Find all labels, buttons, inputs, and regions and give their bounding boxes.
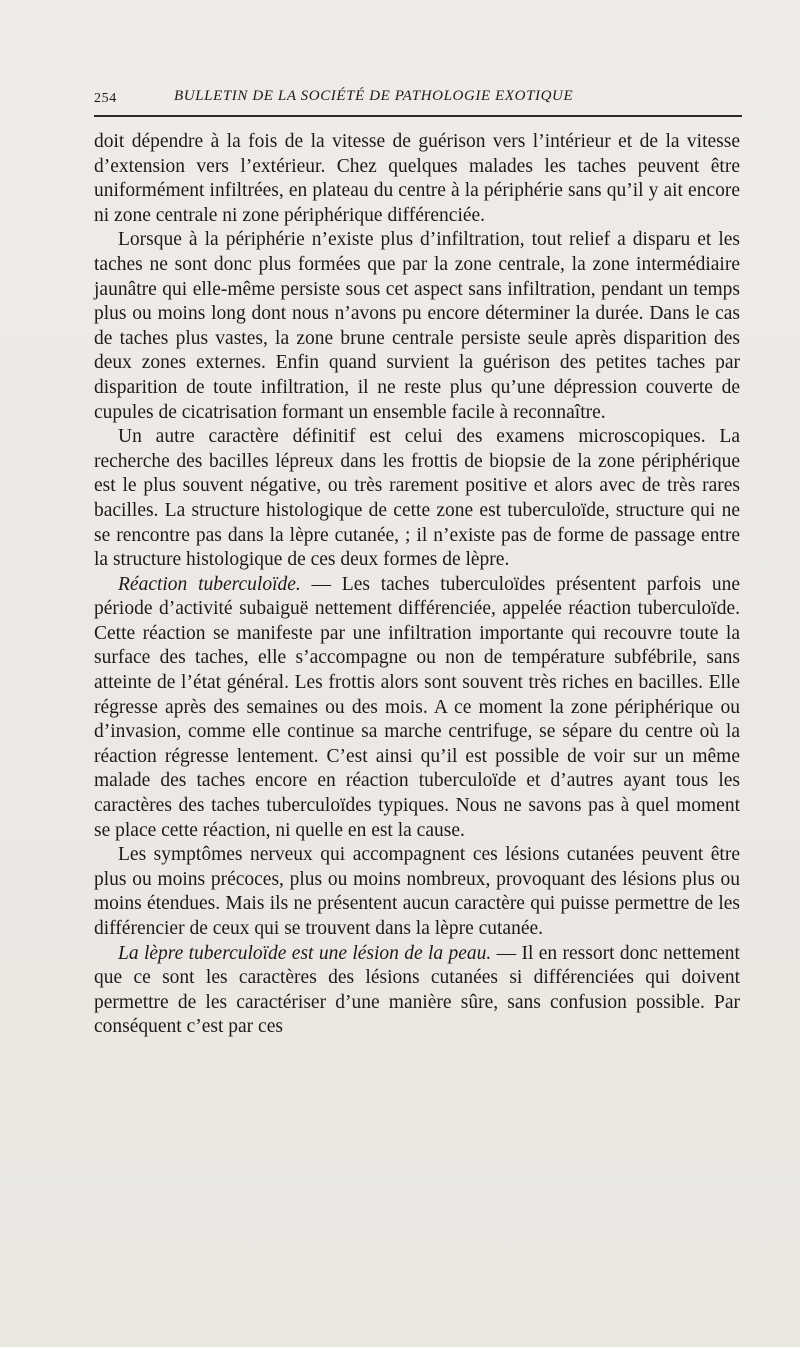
journal-title: BULLETIN DE LA SOCIÉTÉ DE PATHOLOGIE EXOTIQUE — [174, 88, 574, 104]
paragraph-2: Lorsque à la périphérie n’existe plus d’infiltration, tout relief a disparu et les taches ne sont donc plus formées que par la zone centrale, la zone intermédiaire jaunâtre qui elle-même persiste sous cet aspect sans infiltration, pendant un temps plus ou moins long dont nous n’avons pu encore déterminer la durée. Dans le cas de taches plus vastes, la zone brune centrale persiste seule après disparition des deux zones externes. Enfin quand survient la guérison des petites taches par disparition de toute infiltration, il ne reste plus qu’une dépression couverte de cupules de cicatrisation formant un ensemble facile à reconnaître. — [94, 229, 740, 423]
body-text — [94, 130, 740, 1040]
paragraph-4-text: — Les taches tuberculoïdes présentent parfois une période d’activité subaiguë nettement différenciée, appelée réaction tuberculoïde. Cette réaction se manifeste par une infiltration importante qui recouvre toute la surface des taches, elle s’accompagne ou non de température subfébrile, sans atteinte de l’état général. Les frottis alors sont souvent très riches en bacilles. Elle régresse après des semaines ou des mois. A ce moment la zone périphérique ou d’invasion, comme elle continue sa marche centrifuge, se sépare du centre où la réaction régresse lentement. C’est ainsi qu’il est possible de voir sur un même malade des taches encore en réaction tuberculoïde et d’autres ayant tous les caractères des taches tuberculoïdes typiques. Nous ne savons pas à quel moment se place cette réaction, ni quelle en est la cause. — [94, 573, 740, 841]
paragraph-6 — [94, 942, 740, 1040]
paragraph-6-text: — Il en ressort donc nettement que ce sont les caractères des lésions cutanées si différenciées qui doivent permettre de les caractériser d’une manière sûre, sans confusion possible. Par conséquent c’est par ces — [94, 942, 740, 1038]
paragraph-1: doit dépendre à la fois de la vitesse de guérison vers l’intérieur et de la vitesse d’extension vers l’extérieur. Chez quelques malades les taches peuvent être uniformément infiltrées, en plateau du centre à la périphérie sans qu’il y ait encore ni zone centrale ni zone périphérique différenciée. — [94, 131, 740, 226]
header-rule — [94, 115, 742, 117]
running-head — [94, 87, 742, 111]
paragraph-3: Un autre caractère définitif est celui des examens microscopiques. La recherche des bacilles lépreux dans les frottis de biopsie de la zone périphérique est le plus souvent négative, ou très rarement positive et alors avec de très rares bacilles. La structure histologique de cette zone est tuberculoïde, structure qui ne se rencontre pas dans la lèpre cutanée, ; il n’existe pas de forme de passage entre la structure histologique de ces deux formes de lèpre. — [94, 426, 740, 571]
section-heading-reaction-tuberculoide: Réaction tuberculoïde. — [118, 573, 301, 595]
page-number: 254 — [94, 91, 117, 106]
paragraph-5: Les symptômes nerveux qui accompagnent ces lésions cutanées peuvent être plus ou moins précoces, plus ou moins nombreux, provoquant des lésions plus ou moins étendues. Mais ils ne présentent aucun caractère qui puisse permettre de les différencier de ceux qui se trouvent dans la lèpre cutanée. — [94, 844, 740, 939]
paragraph-4 — [94, 573, 740, 844]
section-heading-lepre-lesion-peau: La lèpre tuberculoïde est une lésion de la peau. — [118, 942, 492, 964]
